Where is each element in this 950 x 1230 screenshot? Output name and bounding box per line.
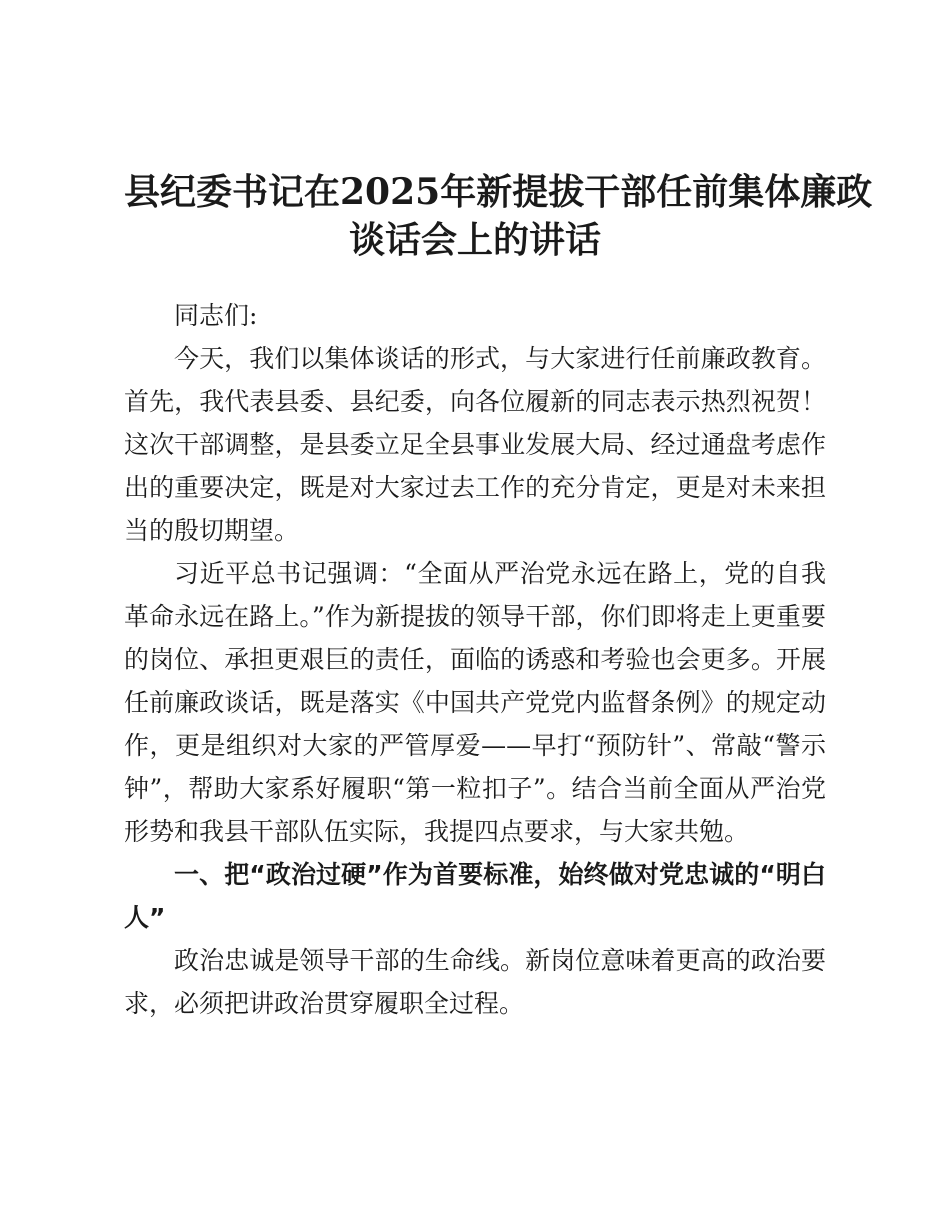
paragraph-2: 习近平总书记强调：“全面从严治党永远在路上，党的自我革命永远在路上。”作为新提拔的领导干部，你们即将走上更重要的岗位、承担更艰巨的责任，面临的诱惑和考验也会更多。开展任前廉政谈话，既是落实《中国共产党党内监督条例》的规定动作，更是组织对大家的严管厚爱——早打“预防针”、常敲“警示钟”，帮助大家系好履职“第一粒扣子”。结合当前全面从严治党形势和我县干部队伍实际，我提四点要求，与大家共勉。: [124, 559, 826, 846]
title-line-2: 谈话会上的讲话: [348, 219, 601, 261]
document-page: [124, 168, 873, 1025]
document-body: [124, 294, 826, 1025]
title-line-1: 县纪委书记在2025年新提拔干部任前集体廉政: [124, 171, 873, 213]
greeting: 同志们:: [174, 301, 258, 330]
paragraph-1: 今天，我们以集体谈话的形式，与大家进行任前廉政教育。首先，我代表县委、县纪委，向各位履新的同志表示热烈祝贺！这次干部调整，是县委立足全县事业发展大局、经过通盘考虑作出的重要决定，既是对大家过去工作的充分肯定，更是对未来担当的殷切期望。: [124, 344, 826, 545]
document-title: [124, 168, 873, 264]
section-heading-1: 一、把“政治过硬”作为首要标准，始终做对党忠诚的“明白人”: [124, 860, 826, 932]
paragraph-3: 政治忠诚是领导干部的生命线。新岗位意味着更高的政治要求，必须把讲政治贯穿履职全过程。: [124, 946, 826, 1018]
